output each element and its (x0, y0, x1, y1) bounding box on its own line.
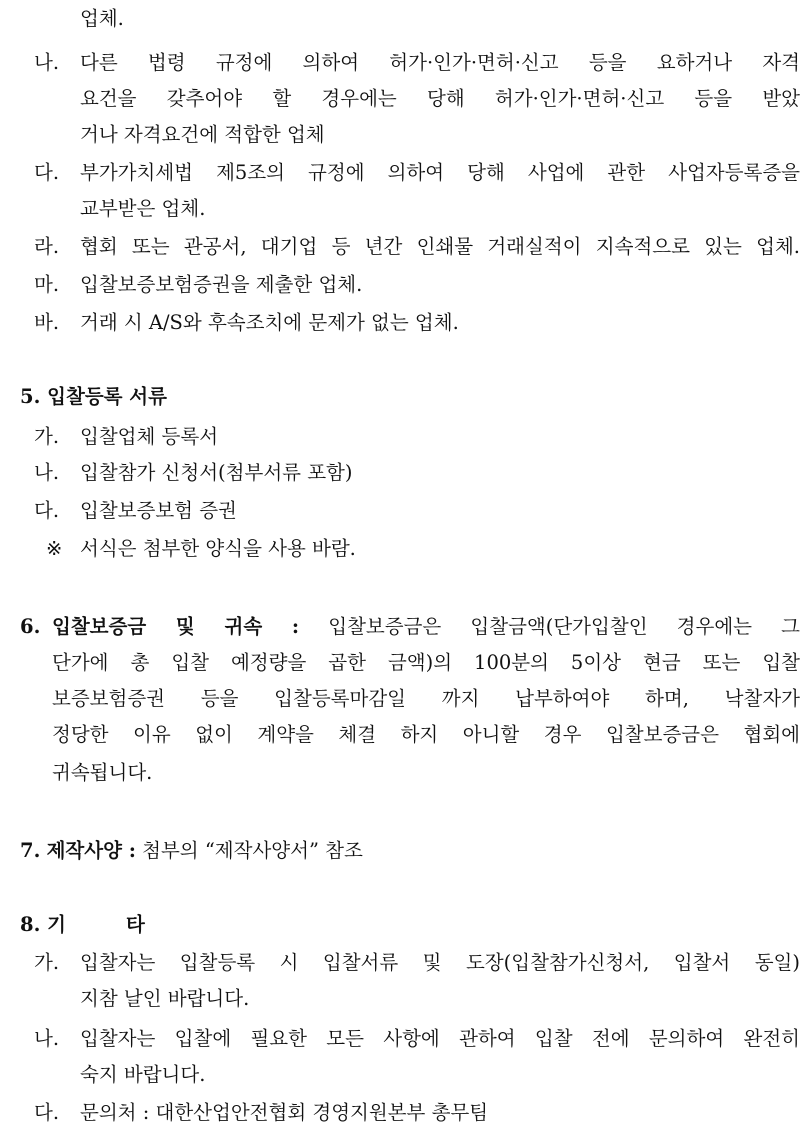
s8-ga-line1: 입찰자는 입찰등록 시 입찰서류 및 도장(입찰참가신청서, 입찰서 동일) (80, 951, 800, 974)
s8-title-part2: 타 (126, 913, 145, 936)
s6-title: 입찰보증금 및 귀속 : (52, 615, 300, 638)
s8-ga-marker: 가. (34, 951, 60, 974)
s7-title: 제작사양 : (46, 839, 136, 862)
s4-na-line3: 거나 자격요건에 적합한 업체 (80, 123, 325, 146)
s8-title-part1: 기 (47, 913, 66, 936)
s5-item-marker: 가. (34, 425, 60, 448)
s7-text: 첨부의 “제작사양서” 참조 (142, 839, 363, 862)
s8-na-line2: 숙지 바랍니다. (80, 1063, 206, 1086)
s8-na-marker: 나. (34, 1027, 60, 1050)
s4-ba-line1: 거래 시 A/S와 후속조치에 문제가 없는 업체. (80, 311, 459, 334)
s8-na-line1: 입찰자는 입찰에 필요한 모든 사항에 관하여 입찰 전에 문의하여 완전히 (80, 1027, 800, 1050)
s7-heading (20, 838, 363, 864)
s6-line1-text: 입찰보증금은 입찰금액(단가입찰인 경우에는 그 (328, 615, 800, 638)
s4-ma-marker: 마. (34, 273, 60, 296)
s4-na-line2: 요건을 갖추어야 할 경우에는 당해 허가·인가·면허·신고 등을 받았 (80, 87, 800, 110)
s5-item-text: 입찰보증보험 증권 (80, 499, 237, 522)
s6-number: 6. (20, 615, 41, 638)
s5-item-text: 입찰참가 신청서(첨부서류 포함) (80, 461, 353, 484)
s5-item-text: 입찰업체 등록서 (80, 425, 219, 448)
s5-note-mark: ※ (46, 537, 63, 560)
s5-note: 서식은 첨부한 양식을 사용 바람. (80, 537, 356, 560)
s4-ba-marker: 바. (34, 311, 60, 334)
s5-item-marker: 나. (34, 461, 60, 484)
s4-ra-line1: 협회 또는 관공서, 대기업 등 년간 인쇄물 거래실적이 지속적으로 있는 업체. (80, 235, 800, 258)
s4-da-marker: 다. (34, 161, 60, 184)
s6-line4: 정당한 이유 없이 계약을 체결 하지 아니할 경우 입찰보증금은 협회에 (52, 723, 800, 746)
s5-number: 5. (20, 385, 41, 408)
s8-da-marker: 다. (34, 1101, 60, 1124)
s6-line3: 보증보험증권 등을 입찰등록마감일 까지 납부하여야 하며, 낙찰자가 (52, 687, 800, 710)
s7-number: 7. (20, 839, 41, 862)
s8-ga-line2: 지참 날인 바랍니다. (80, 987, 250, 1010)
s4-na-marker: 나. (34, 51, 60, 74)
s5-heading (20, 384, 167, 410)
s4-na-line1: 다른 법령 규정에 의하여 허가·인가·면허·신고 등을 요하거나 자격 (80, 51, 800, 74)
s6-line2: 단가에 총 입찰 예정량을 곱한 금액)의 100분의 5이상 현금 또는 입찰 (52, 651, 800, 674)
s6-line1 (52, 614, 800, 640)
s5-item-marker: 다. (34, 499, 60, 522)
s4-ma-line1: 입찰보증보험증권을 제출한 업체. (80, 273, 363, 296)
s4-da-line2: 교부받은 업체. (80, 197, 206, 220)
s8-da-line1: 문의처 : 대한산업안전협회 경영지원본부 총무팀 (80, 1101, 489, 1124)
s5-title: 입찰등록 서류 (47, 385, 167, 408)
s4-ra-marker: 라. (34, 235, 60, 258)
s8-number: 8. (20, 913, 41, 936)
s4-da-line1: 부가가치세법 제5조의 규정에 의하여 당해 사업에 관한 사업자등록증을 (80, 161, 800, 184)
s4-continuation: 업체. (80, 7, 124, 30)
s6-line5: 귀속됩니다. (52, 761, 153, 784)
s8-heading (20, 912, 145, 938)
